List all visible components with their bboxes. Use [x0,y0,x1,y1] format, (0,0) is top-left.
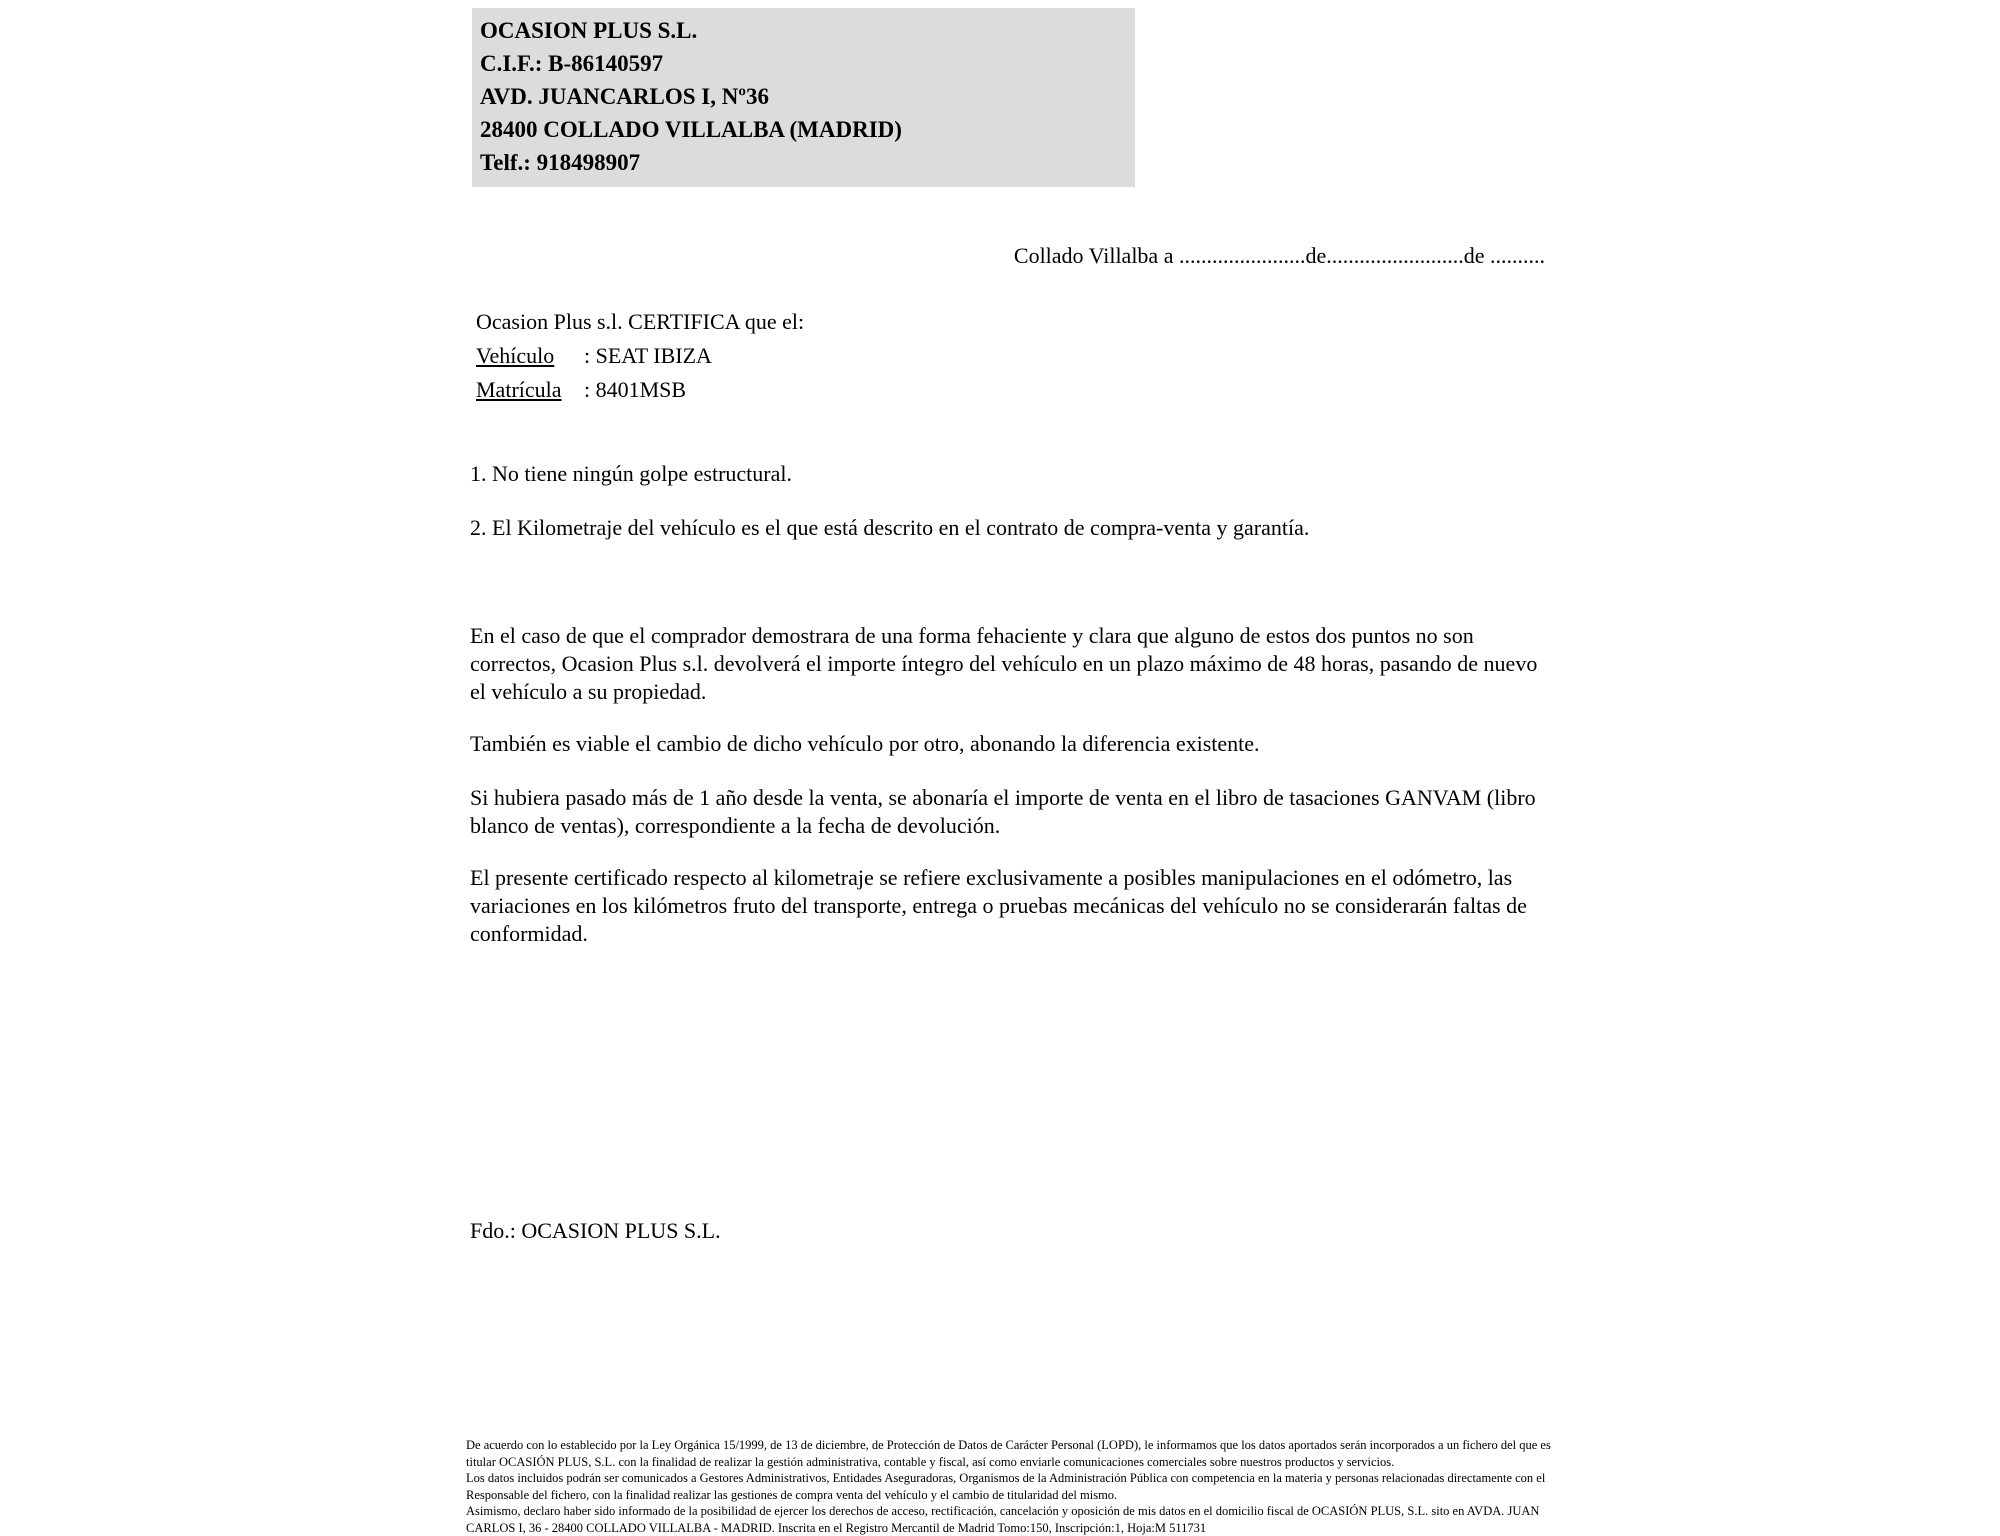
date-line: Collado Villalba a .......................de.........................de .......... [1013,243,1545,268]
vehicle-line [476,339,804,373]
legal-paragraph-data-sharing: Los datos incluidos podrán ser comunicados a Gestores Administrativos, Entidades Aseguradoras, Organismos de la Administración Pública con competencia en la materia y personas relacionadas directamente con el Responsable del fichero, con la finalidad realizar las gestiones de compra venta del vehículo y el cambio de titularidad del mismo. [466,1471,1546,1502]
paragraph-refund: En el caso de que el comprador demostrara de una forma fehaciente y clara que alguno de estos dos puntos no son correctos, Ocasion Plus s.l. devolverá el importe íntegro del vehículo en un plazo máximo de 48 horas, pasando de nuevo el vehículo a su propiedad. [470,623,1538,704]
legal-fine-print [466,1437,1556,1536]
plate-value: : 8401MSB [584,377,687,402]
legal-paragraph-rights: Asimismo, declaro haber sido informado de la posibilidad de ejercer los derechos de acceso, rectificación, cancelación y oposición de mis datos en el domicilio fiscal de OCASIÓN PLUS, S.L. sito en AVDA. JUAN CARLOS I, 36 - 28400 COLLADO VILLALBA - MADRID. Inscrita en el Registro Mercantil de Madrid Tomo:150, Inscripción:1, Hoja:M 511731 [466,1504,1540,1535]
vehicle-label: Vehículo [476,343,555,368]
company-cif: C.I.F.: B-86140597 [480,51,664,76]
paragraph-ganvam: Si hubiera pasado más de 1 año desde la venta, se abonaría el importe de venta en el libro de tasaciones GANVAM (libro blanco de ventas), correspondiente a la fecha de devolución. [470,785,1536,838]
point-1: 1. No tiene ningún golpe estructural. [470,461,792,486]
certify-intro: Ocasion Plus s.l. CERTIFICA que el: [476,309,805,334]
paragraph-odometer: El presente certificado respecto al kilometraje se refiere exclusivamente a posibles manipulaciones en el odómetro, las variaciones en los kilómetros fruto del transporte, entrega o pruebas mecánicas del vehículo no se considerarán faltas de conformidad. [470,865,1527,946]
signature-line: Fdo.: OCASION PLUS S.L. [470,1218,721,1243]
company-name: OCASION PLUS S.L. [480,18,698,43]
plate-line [476,373,804,407]
paragraph-exchange: También es viable el cambio de dicho vehículo por otro, abonando la diferencia existente. [470,731,1260,756]
company-phone: Telf.: 918498907 [480,150,641,175]
letterhead-box [472,8,1135,187]
point-2: 2. El Kilometraje del vehículo es el que está descrito en el contrato de compra-venta y garantía. [470,515,1310,540]
legal-paragraph-lopd: De acuerdo con lo establecido por la Ley Orgánica 15/1999, de 13 de diciembre, de Protección de Datos de Carácter Personal (LOPD), le informamos que los datos aportados serán incorporados a un fichero del que es titular OCASIÓN PLUS, S.L. con la finalidad de realizar la gestión administrativa, contable y fiscal, así como enviarle comunicaciones comerciales sobre nuestros productos y servicios. [466,1438,1551,1469]
plate-label: Matrícula [476,377,562,402]
certify-block [476,305,804,407]
company-city: 28400 COLLADO VILLALBA (MADRID) [480,117,902,142]
vehicle-value: : SEAT IBIZA [584,343,712,368]
company-address: AVD. JUANCARLOS I, Nº36 [480,84,769,109]
